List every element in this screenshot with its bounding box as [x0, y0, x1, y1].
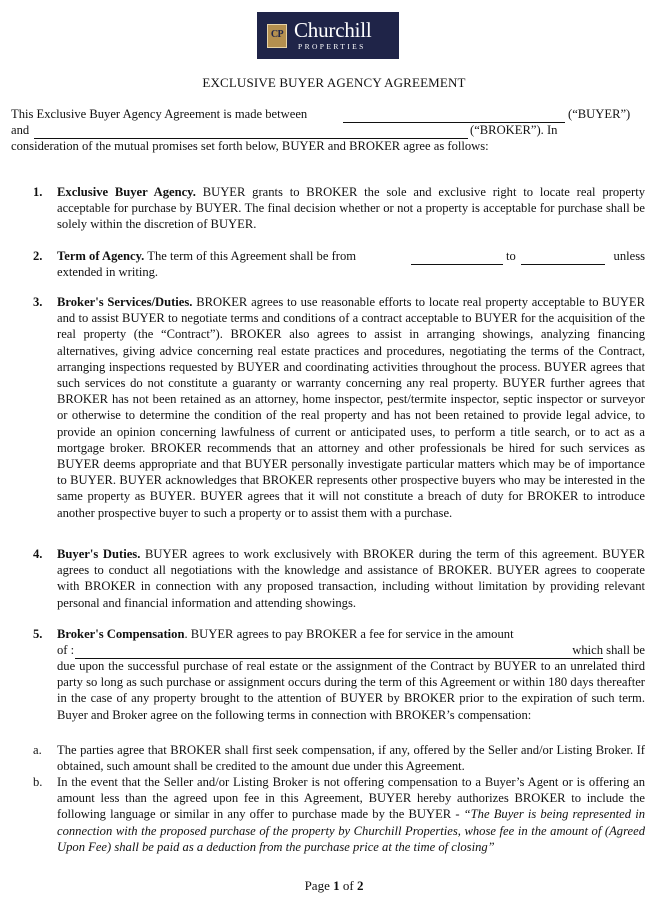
- section-text: BUYER grants to BROKER the sole and exclusive right to locate real property acceptable for purchase by BUYER. The final decision whether or not a property is acceptable for purchase shall be solely within the discretion of BUYER.: [57, 185, 645, 232]
- section-3: [33, 294, 645, 521]
- section-heading: Broker's Compensation: [57, 627, 185, 641]
- term-end-field[interactable]: [521, 252, 605, 265]
- section-body: [57, 248, 645, 280]
- page-number: 1: [333, 878, 340, 893]
- subsection-text: The parties agree that BROKER shall first seek compensation, if any, offered by the Seller and/or Listing Broker. If obtained, such amount shall be credited to the amount due under this Agreement.: [57, 743, 645, 774]
- logo-name: Churchill: [294, 18, 372, 42]
- subsection-a: [33, 742, 645, 774]
- page-total: 2: [356, 878, 364, 893]
- section-number: 1.: [33, 185, 43, 199]
- section-body: [57, 184, 645, 233]
- section-text: BROKER agrees to use reasonable efforts to locate real property acceptable to BUYER and to assist BUYER to negotiate terms and conditions of a contract acceptable to BUYER for the acquisition of the real property (the “Contract”). BROKER also agrees to assist in arranging showings, analyzing financing alternatives, giving advice concerning real estate practices and procedures, negotiating the terms of the Contract, arranging inspections requested by BUYER and coordinating activities throughout the process. BUYER agrees that such services do not constitute a guaranty or warranty concerning any real property. BUYER further agrees that BROKER has not been retained as an attorney, home inspector, pest/termite inspector, septic inspector or surveyor or otherwise to determine the condition of the real property and has not been retained to provide legal advice, to provide an opinion concerning lawfulness of current or anticipated uses, to perform a title search, or to act as a mortgage broker. BROKER recommends that an attorney and other professionals be hired for such services as BUYER deems appropriate and that BUYER personally investigate particular matters which may be of importance to BUYER. BUYER acknowledges that BROKER represents other prospective buyers who may be interested in the same property as BUYER. BUYER agrees that it will not constitute a breach of duty for BROKER to introduce another prospective buyer to such a property or to assist them with a purchase.: [57, 295, 645, 520]
- intro-and: and: [11, 123, 30, 137]
- section-heading: Broker's Services/Duties.: [57, 295, 193, 309]
- intro-line-3: consideration of the mutual promises set forth below, BUYER and BROKER agree as follows:: [11, 139, 489, 153]
- subsection-text: In the event that the Seller and/or Listing Broker is not offering compensation to a Buyer’s Agent or is offering an amount less than the agreed upon fee in this Agreement, BUYER hereby authorizes BROKER to include the following language or similar in any offer to purchase made by the BUYER -: [57, 775, 645, 822]
- section-heading: Term of Agency.: [57, 249, 145, 263]
- compensation-amount-field[interactable]: [75, 646, 603, 659]
- section-body: [57, 294, 645, 521]
- section-number: 4.: [33, 547, 43, 561]
- compensation-of: of :: [57, 643, 75, 657]
- section-5: [33, 626, 645, 723]
- section-number: 2.: [33, 249, 43, 263]
- subsection-b: [33, 774, 645, 855]
- logo-monogram-icon: CP: [267, 24, 287, 48]
- term-unless: unless: [613, 249, 645, 263]
- section-4: [33, 546, 645, 611]
- page-of: of: [342, 878, 354, 893]
- subsection-letter: b.: [33, 775, 43, 789]
- section-text: due upon the successful purchase of real estate or the assignment of the Contract by BUYER to an unrelated third party so long as such purchase or assignment occurs during the term of this Agreement or within 180 days thereafter in the case of any property brought to the attention of BUYER by BROKER prior to the expiration of such term. Buyer and Broker agree on the following terms in connection with BROKER’s compensation:: [57, 659, 645, 722]
- section-number: 3.: [33, 295, 43, 309]
- term-line-2: extended in writing.: [57, 265, 159, 279]
- term-to: to: [506, 249, 516, 263]
- intro-line-1: [11, 106, 307, 122]
- page-word: Page: [304, 878, 330, 893]
- buyer-label: (“BUYER”): [568, 107, 631, 121]
- document-title: EXCLUSIVE BUYER AGENCY AGREEMENT: [202, 75, 466, 90]
- intro-text: This Exclusive Buyer Agency Agreement is made between: [11, 107, 308, 121]
- logo-text: [294, 20, 372, 51]
- logo-subtitle: PROPERTIES: [298, 42, 366, 51]
- term-start-field[interactable]: [411, 252, 503, 265]
- section-heading: Buyer's Duties.: [57, 547, 141, 561]
- subsection-letter: a.: [33, 743, 42, 757]
- section-2: [33, 248, 645, 280]
- term-text: The term of this Agreement shall be from: [147, 249, 357, 263]
- broker-label: (“BROKER”). In: [470, 123, 558, 137]
- section-heading: Exclusive Buyer Agency.: [57, 185, 196, 199]
- section-body: [57, 546, 645, 611]
- section-1: [33, 184, 645, 233]
- company-logo: [257, 12, 399, 59]
- section-body: [57, 626, 645, 723]
- section-text: BUYER agrees to work exclusively with BROKER during the term of this agreement. BUYER agrees to conduct all negotiations with the knowledge and assistance of BROKER. BUYER agrees to cooperate with BROKER in connection with any proposed transaction, including without limitation by providing relevant personal and financial information and attending showings.: [57, 547, 646, 610]
- compensation-which: which shall be: [572, 643, 645, 657]
- subsection-body: [57, 774, 645, 855]
- page-footer: [0, 878, 668, 894]
- subsection-quote: “The Buyer is being represented in connection with the proposed purchase of the property by Churchill Properties, whose fee in the amount of (Agreed Upon Fee) shall be paid as a deduction from the purchase price at the time of closing”: [57, 807, 645, 854]
- section-number: 5.: [33, 627, 43, 641]
- compensation-text: . BUYER agrees to pay BROKER a fee for service in the amount: [184, 627, 514, 641]
